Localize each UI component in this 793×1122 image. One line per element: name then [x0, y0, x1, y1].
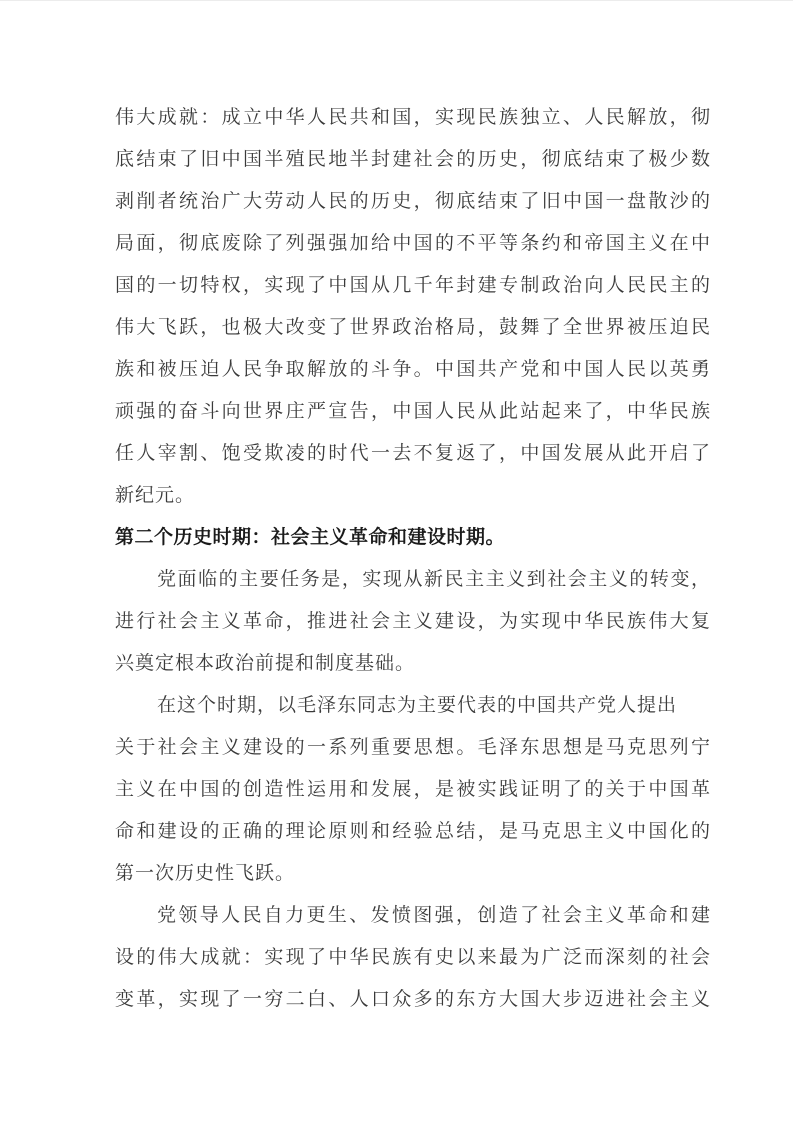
text-line: 任人宰割、饱受欺凌的时代一去不复返了，中国发展从此开启了 [115, 443, 710, 464]
text-line: 顽强的奋斗向世界庄严宣告，中国人民从此站起来了，中华民族 [115, 401, 710, 422]
text-line: 设的伟大成就：实现了中华民族有史以来最为广泛而深刻的社会 [115, 947, 710, 968]
text-line: 进行社会主义革命，推进社会主义建设，为实现中华民族伟大复 [115, 611, 710, 632]
text-line: 主义在中国的创造性运用和发展，是被实践证明了的关于中国革 [115, 779, 710, 800]
section-heading [115, 517, 710, 559]
text-line: 在这个时期，以毛泽东同志为主要代表的中国共产党人提出 [157, 695, 678, 716]
paragraph [115, 685, 710, 895]
text-line: 伟大成就：成立中华人民共和国，实现民族独立、人民解放，彻 [115, 107, 710, 128]
text-line: 命和建设的正确的理论原则和经验总结，是马克思主义中国化的 [115, 821, 710, 842]
text-line: 国的一切特权，实现了中国从几千年封建专制政治向人民民主的 [115, 275, 710, 296]
document-body [115, 97, 710, 1021]
text-line: 关于社会主义建设的一系列重要思想。毛泽东思想是马克思列宁 [115, 737, 710, 758]
text-line: 底结束了旧中国半殖民地半封建社会的历史，彻底结束了极少数 [115, 149, 710, 170]
text-line: 族和被压迫人民争取解放的斗争。中国共产党和中国人民以英勇 [115, 359, 710, 380]
text-line: 伟大飞跃，也极大改变了世界政治格局，鼓舞了全世界被压迫民 [115, 317, 710, 338]
text-line: 党面临的主要任务是，实现从新民主主义到社会主义的转变， [157, 569, 710, 590]
paragraph [115, 97, 710, 517]
text-line: 兴奠定根本政治前提和制度基础。 [115, 653, 416, 674]
text-line: 党领导人民自力更生、发愤图强，创造了社会主义革命和建 [157, 905, 710, 926]
text-line: 第二个历史时期：社会主义革命和建设时期。 [115, 527, 506, 548]
text-line: 变革，实现了一穷二白、人口众多的东方大国大步迈进社会主义 [115, 989, 710, 1010]
text-line: 局面，彻底废除了列强强加给中国的不平等条约和帝国主义在中 [115, 233, 710, 254]
paragraph [115, 559, 710, 685]
paragraph [115, 895, 710, 1021]
text-line: 剥削者统治广大劳动人民的历史，彻底结束了旧中国一盘散沙的 [115, 191, 710, 212]
text-line: 新纪元。 [115, 485, 196, 506]
text-line: 第一次历史性飞跃。 [115, 863, 296, 884]
